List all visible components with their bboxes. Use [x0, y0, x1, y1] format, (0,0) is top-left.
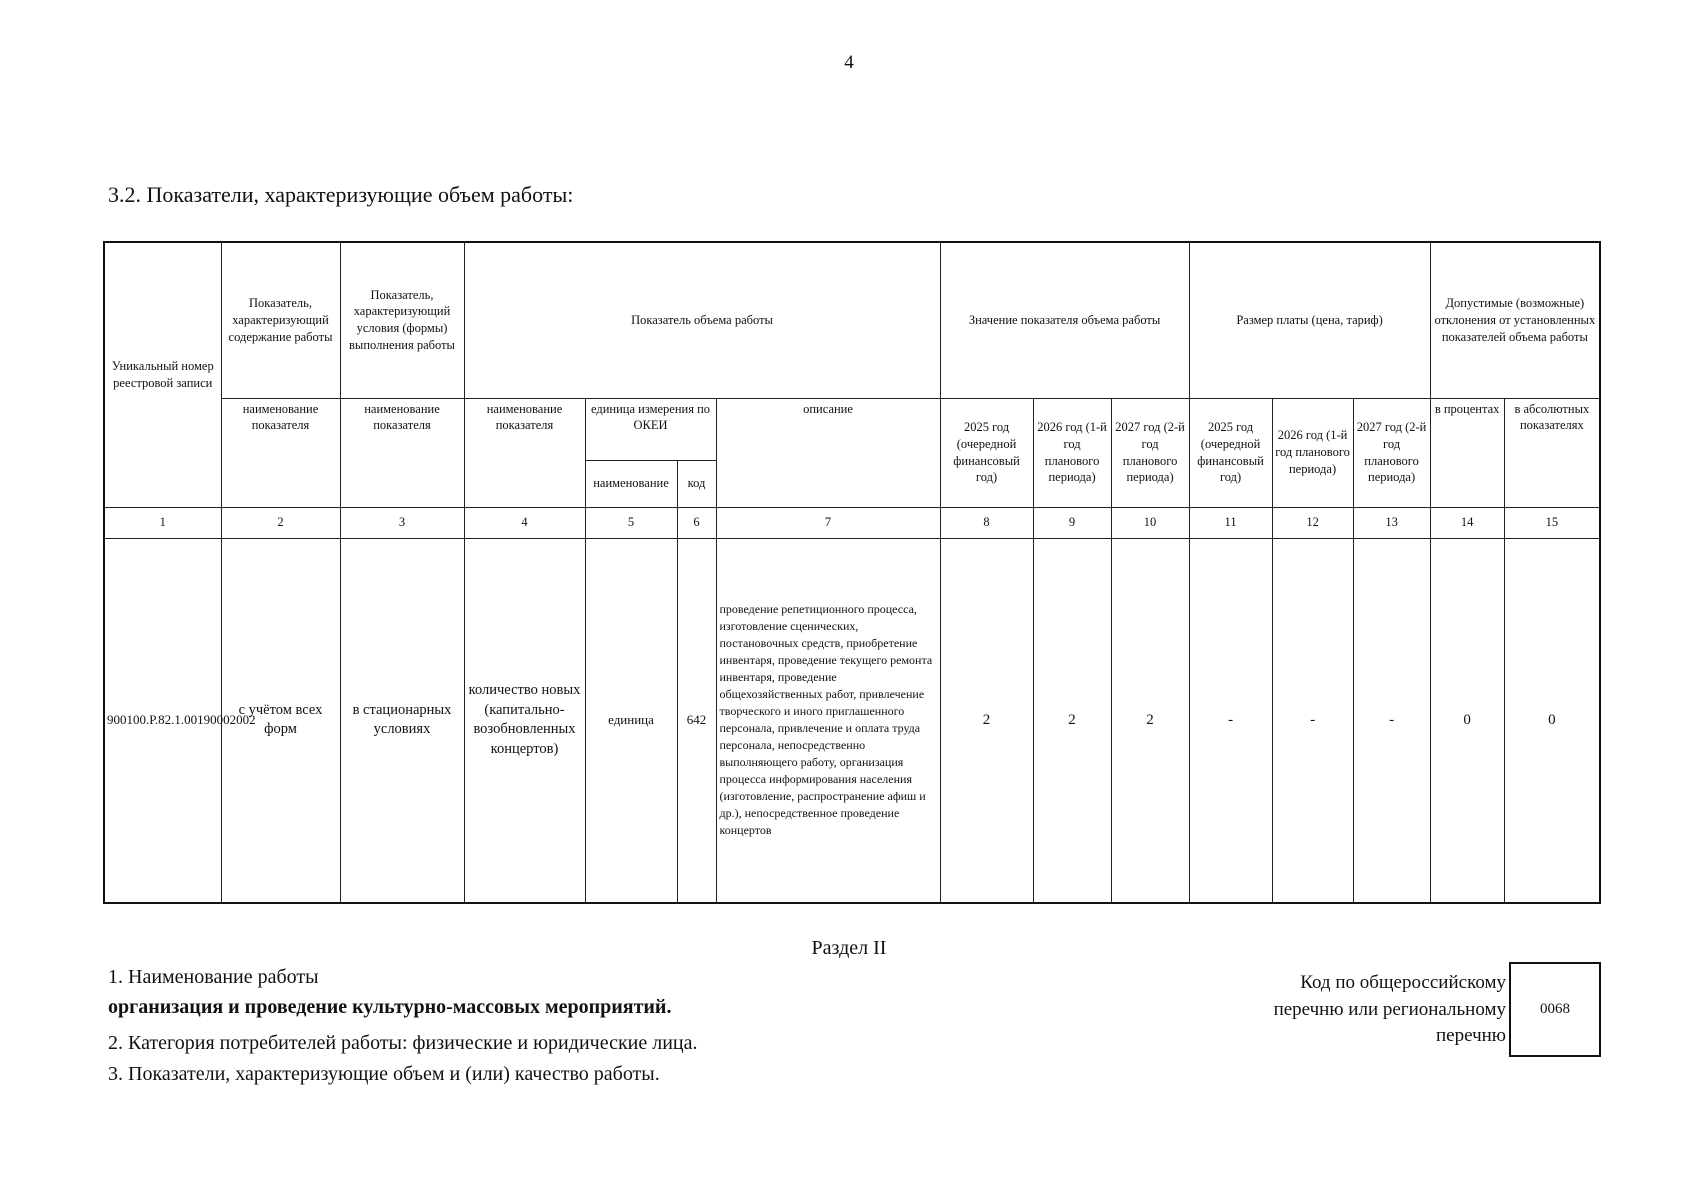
- cell-content: с учётом всех форм: [221, 538, 340, 903]
- subheader-percent: в процентах: [1430, 398, 1504, 507]
- consumers-category: 2. Категория потребителей работы: физические и юридические лица.: [108, 1032, 698, 1054]
- cell-conditions: в стационарных условиях: [340, 538, 464, 903]
- cell-percent: 0: [1430, 538, 1504, 903]
- column-number: 9: [1033, 507, 1111, 538]
- code-label: Код по общероссийскому перечню или региональному перечню: [1273, 972, 1506, 1047]
- subheader-val-2026: 2026 год (1-й год планового периода): [1033, 398, 1111, 507]
- subheader-pay-2027: 2027 год (2-й год планового периода): [1353, 398, 1430, 507]
- cell-pay-2027: -: [1353, 538, 1430, 903]
- subheader-pay-2026: 2026 год (1-й год планового периода): [1272, 398, 1353, 507]
- subheader-pay-2025: 2025 год (очередной финансовый год): [1189, 398, 1272, 507]
- code-value: 0068: [1540, 1001, 1570, 1017]
- work-name: организация и проведение культурно-массовых мероприятий.: [108, 996, 672, 1018]
- subheader-unit-name: наименование: [585, 460, 677, 507]
- work-name-label: 1. Наименование работы: [108, 966, 319, 988]
- cell-description: проведение репетиционного процесса, изготовление сценических, постановочных средств, приобретение инвентаря, проведение текущего ремонта инвентаря, проведение общехозяйственных работ, привлечение творческого и иного приглашенного персонала, привлечение и оплата труда персонала, непосредственно выполняющего работу, организация процесса информирования населения (изготовление, распространение афиш и др.), непосредственное проведение концертов: [716, 538, 940, 903]
- column-number: 7: [716, 507, 940, 538]
- subheader-volume-name: наименование показателя: [464, 398, 585, 507]
- subheader-unit-okei: единица измерения по ОКЕИ: [585, 398, 716, 460]
- cell-pay-2026: -: [1272, 538, 1353, 903]
- cell-unit-code: 642: [677, 538, 716, 903]
- indicators-line: 3. Показатели, характеризующие объем и (или) качество работы.: [108, 1063, 660, 1085]
- subheader-val-2027: 2027 год (2-й год планового периода): [1111, 398, 1189, 507]
- header-payment-size: Размер платы (цена, тариф): [1189, 242, 1430, 398]
- section-heading: 3.2. Показатели, характеризующие объем работы:: [108, 182, 574, 207]
- column-number: 13: [1353, 507, 1430, 538]
- subheader-conditions-name: наименование показателя: [340, 398, 464, 507]
- cell-val-2027: 2: [1111, 538, 1189, 903]
- column-number: 14: [1430, 507, 1504, 538]
- column-number: 3: [340, 507, 464, 538]
- cell-val-2025: 2: [940, 538, 1033, 903]
- column-number: 4: [464, 507, 585, 538]
- column-number: 6: [677, 507, 716, 538]
- column-number: 2: [221, 507, 340, 538]
- column-number: 10: [1111, 507, 1189, 538]
- header-volume-value: Значение показателя объема работы: [940, 242, 1189, 398]
- cell-volume-name: количество новых (капитально-возобновленных концертов): [464, 538, 585, 903]
- subheader-content-name: наименование показателя: [221, 398, 340, 507]
- subheader-absolute: в абсолютных показателях: [1504, 398, 1600, 507]
- column-number: 1: [104, 507, 221, 538]
- header-deviations: Допустимые (возможные) отклонения от установленных показателей объема работы: [1430, 242, 1600, 398]
- column-number: 5: [585, 507, 677, 538]
- column-number: 12: [1272, 507, 1353, 538]
- header-volume-indicator: Показатель объема работы: [464, 242, 940, 398]
- cell-unique-number: 900100.Р.82.1.00190002002: [104, 538, 221, 903]
- subheader-unit-code: код: [677, 460, 716, 507]
- subheader-description: описание: [716, 398, 940, 507]
- cell-unit-name: единица: [585, 538, 677, 903]
- section-title: Раздел II: [811, 937, 887, 959]
- cell-absolute: 0: [1504, 538, 1600, 903]
- cell-val-2026: 2: [1033, 538, 1111, 903]
- work-volume-table: [103, 241, 1601, 904]
- header-content-indicator: Показатель, характеризующий содержание работы: [221, 242, 340, 398]
- code-box: [1509, 962, 1601, 1057]
- cell-pay-2025: -: [1189, 538, 1272, 903]
- page-number: 4: [844, 52, 854, 73]
- table-row: [104, 538, 1600, 903]
- column-number: 11: [1189, 507, 1272, 538]
- subheader-val-2025: 2025 год (очередной финансовый год): [940, 398, 1033, 507]
- header-unique-number: Уникальный номер реестровой записи: [104, 242, 221, 507]
- column-number: 8: [940, 507, 1033, 538]
- column-number: 15: [1504, 507, 1600, 538]
- header-conditions-indicator: Показатель, характеризующий условия (формы) выполнения работы: [340, 242, 464, 398]
